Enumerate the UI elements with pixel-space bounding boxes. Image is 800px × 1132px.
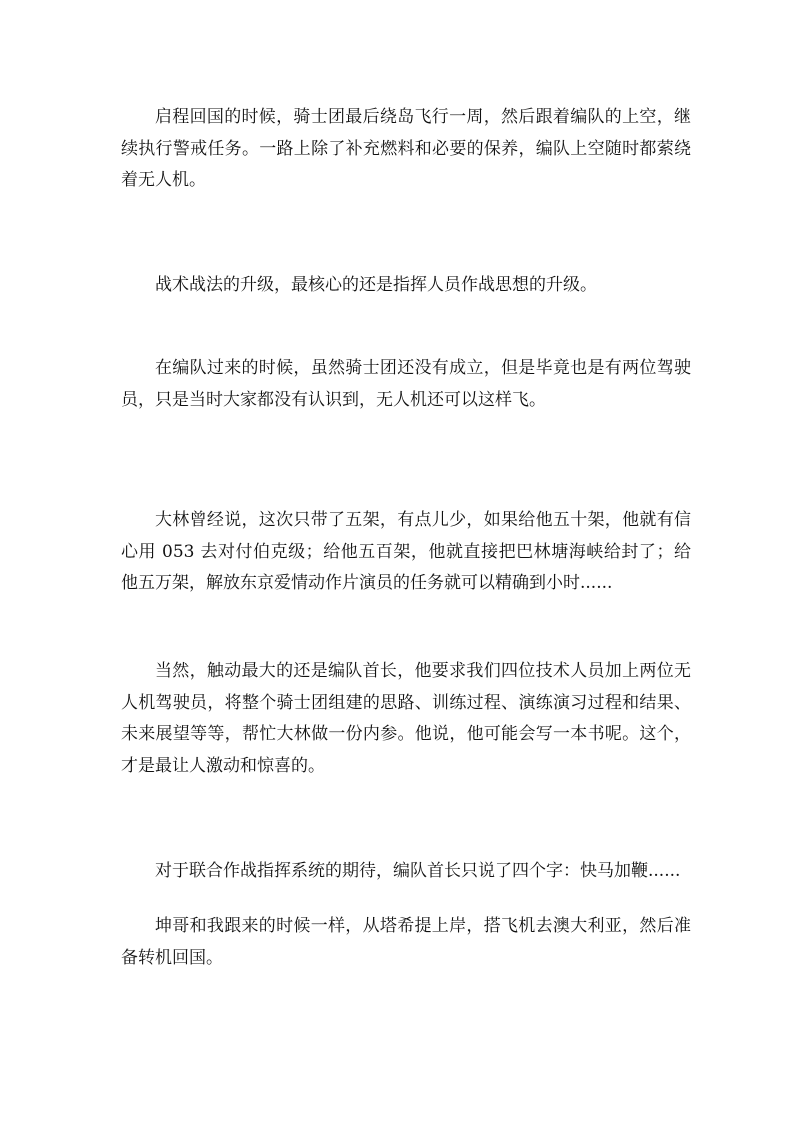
paragraph-5: 当然，触动最大的还是编队首长，他要求我们四位技术人员加上两位无人机驾驶员，将整个骑士团组建的思路、训练过程、演练演习过程和结果、未来展望等等，帮忙大林做一份内参。他说，他可能会写一本书呢。这个，才是最让人激动和惊喜的。 [121, 661, 691, 777]
paragraph-1: 启程回国的时候，骑士团最后绕岛飞行一周，然后跟着编队的上空，继续执行警戒任务。一路上除了补充燃料和必要的保养，编队上空随时都萦绕着无人机。 [121, 107, 691, 191]
paragraph-2: 战术战法的升级，最核心的还是指挥人员作战思想的升级。 [155, 275, 597, 295]
paragraph-3: 在编队过来的时候，虽然骑士团还没有成立，但是毕竟也是有两位驾驶员，只是当时大家都没有认识到，无人机还可以这样飞。 [121, 358, 691, 410]
paragraph-6: 对于联合作战指挥系统的期待，编队首长只说了四个字：快马加鞭...... [155, 861, 681, 881]
paragraph-7: 坤哥和我跟来的时候一样，从塔希提上岸，搭飞机去澳大利亚，然后准备转机回国。 [121, 916, 691, 968]
paragraph-4: 大林曾经说，这次只带了五架，有点儿少，如果给他五十架，他就有信心用 053 去对付伯克级；给他五百架，他就直接把巴林塘海峡给封了；给他五万架，解放东京爱情动作片演员的任务就可以精确到小时...... [121, 510, 691, 594]
